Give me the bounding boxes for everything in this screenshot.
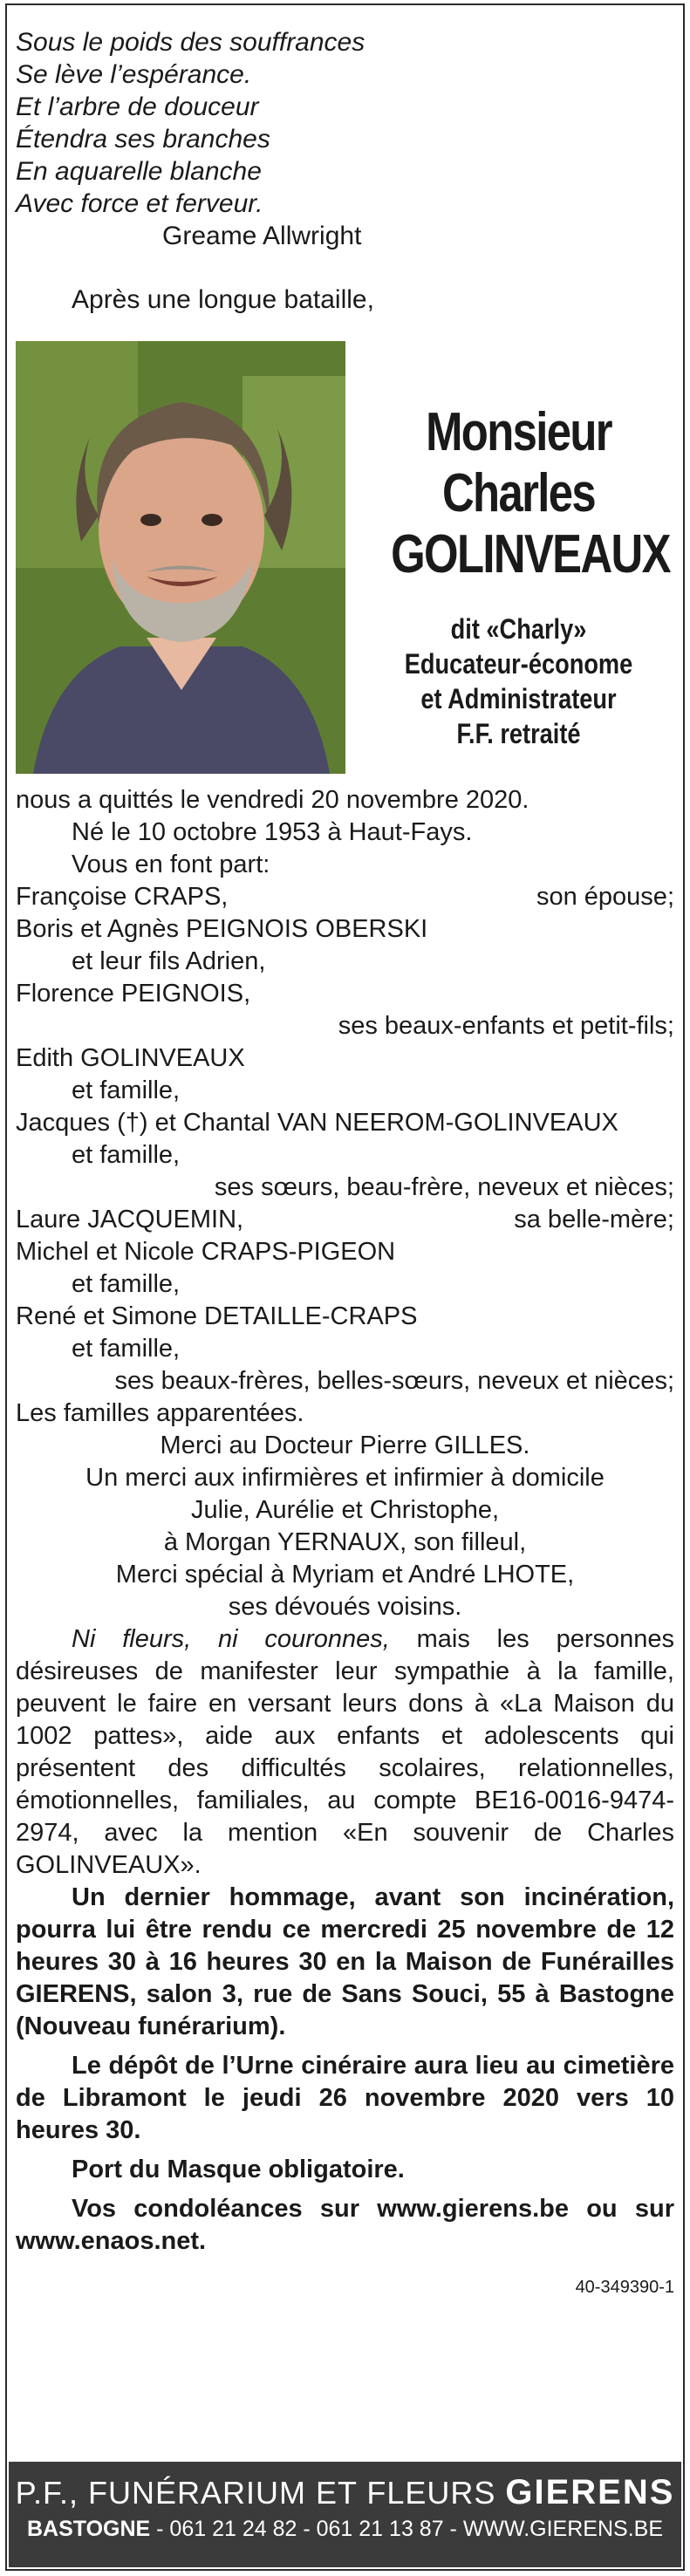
family-row [16, 1204, 674, 1236]
poem-line: Sous le poids des souffrances [16, 28, 365, 57]
stepkids-child: et leur fils Adrien, [72, 947, 266, 975]
thanks-neighbors: ses dévoués voisins. [228, 1593, 462, 1621]
donation-text: mais les personnes désireuses de manifester leur sympathie à la famille, peuvent le faire en versant leurs dons à «La Maison du 1002 pattes», aide aux enfants et adolescents qui présentent des difficultés scolaires, relationnelles, émotionnelles, familiales, au compte BE16-0016-9474-2974, avec la mention «En souvenir de Charles GOLINVEAUX». [16, 1625, 674, 1879]
sibling-name: Jacques (†) et Chantal VAN NEEROM-GOLINVEAUX [16, 1109, 618, 1137]
condolences-paragraph: Vos condoléances sur www.gierens.be ou sur www.enaos.net. [16, 2195, 674, 2255]
sibling-family: et famille, [72, 1076, 181, 1104]
sibling-name: Edith GOLINVEAUX [16, 1044, 245, 1072]
poem-author: Greame Allwright [162, 222, 362, 250]
reference-number: 40-349390-1 [575, 2278, 674, 2297]
family-row [16, 881, 674, 913]
deceased-photo [16, 341, 345, 774]
inlaw-family: et famille, [72, 1270, 181, 1298]
intro-text: Après une longue bataille, [72, 285, 374, 314]
footer-services: P.F., FUNÉRARIUM ET FLEURS [15, 2475, 506, 2511]
footer-line-2 [9, 2513, 681, 2545]
stepkids-name: Florence PEIGNOIS, [16, 980, 251, 1008]
deceased-role-line: F.F. retraité [456, 718, 581, 749]
birth-date: Né le 10 octobre 1953 à Haut-Fays. [72, 818, 473, 846]
inlaws-role: ses beaux-frères, belles-sœurs, neveux et nièces; [114, 1367, 674, 1395]
thanks-special: Merci spécial à Myriam et André LHOTE, [115, 1561, 575, 1589]
poem-line: Étendra ses branches [16, 125, 270, 154]
urn-paragraph: Le dépôt de l’Urne cinéraire aura lieu au cimetière de Libramont le jeudi 26 novembre 2020 vers 10 heures 30. [16, 2052, 674, 2144]
stepkids-name: Boris et Agnès PEIGNOIS OBERSKI [16, 915, 428, 943]
mask-notice: Port du Masque obligatoire. [72, 2156, 405, 2183]
footer-contact: - 061 21 24 82 - 061 21 13 87 - WWW.GIERENS.BE [150, 2517, 663, 2541]
thanks-godson: à Morgan YERNAUX, son filleul, [163, 1528, 527, 1556]
donation-paragraph [16, 1623, 674, 1882]
thanks-doctor: Merci au Docteur Pierre GILLES. [160, 1431, 530, 1459]
deceased-role-line: Educateur-économe [404, 648, 633, 680]
poem-line: Avec force et ferveur. [16, 189, 263, 218]
sibling-family: et famille, [72, 1141, 181, 1169]
thanks-nurses: Un merci aux infirmières et infirmier à domicile [85, 1464, 605, 1492]
inlaw-family: et famille, [72, 1335, 181, 1363]
siblings-role: ses sœurs, beau-frère, neveux et nièces; [214, 1173, 674, 1201]
obituary-body [16, 784, 674, 2304]
funeral-home-footer [9, 2462, 681, 2567]
ceremony-paragraph: Un dernier hommage, avant son incinération, pourra lui être rendu ce mercredi 25 novembre de 12 heures 30 à 16 heures 30 en la Maison de Funérailles GIERENS, salon 3, rue de Sans Souci, 55 à Bastogne (Nouveau funérarium). [16, 1883, 674, 2040]
deceased-last-name: GOLINVEAUX [391, 524, 670, 584]
poem-line: Se lève l’espérance. [16, 60, 252, 89]
deceased-header [16, 332, 674, 769]
donation-lead: Ni fleurs, ni couronnes, [72, 1625, 390, 1653]
announce-text: Vous en font part: [72, 851, 270, 878]
death-date: nous a quittés le vendredi 20 novembre 2020. [16, 786, 529, 814]
deceased-role-line: et Administrateur [420, 683, 617, 714]
inlaw-name: Michel et Nicole CRAPS-PIGEON [16, 1238, 396, 1266]
wife-name: Françoise CRAPS, [16, 883, 229, 911]
stepkids-role: ses beaux-enfants et petit-fils; [338, 1012, 674, 1040]
poem-line: En aquarelle blanche [16, 157, 262, 186]
poem [16, 26, 674, 252]
deceased-name-block [363, 402, 674, 751]
deceased-title: Monsieur [426, 402, 611, 462]
inlaw-name: René et Simone DETAILLE-CRAPS [16, 1302, 418, 1330]
mother-in-law-name: Laure JACQUEMIN, [16, 1206, 244, 1233]
portrait-illustration [16, 341, 345, 774]
footer-city: BASTOGNE [26, 2517, 151, 2541]
wife-role: son épouse; [536, 883, 674, 911]
mother-in-law-role: sa belle-mère; [514, 1206, 674, 1233]
poem-line: Et l’arbre de douceur [16, 92, 259, 121]
thanks-nurses-names: Julie, Aurélie et Christophe, [190, 1496, 500, 1524]
footer-brand: GIERENS [505, 2473, 675, 2511]
footer-line-1 [9, 2462, 681, 2513]
deceased-nickname: dit «Charly» [450, 613, 587, 645]
obituary-content [16, 26, 674, 2304]
deceased-first-name: Charles [441, 463, 596, 523]
relatives: Les familles apparentées. [16, 1399, 304, 1427]
